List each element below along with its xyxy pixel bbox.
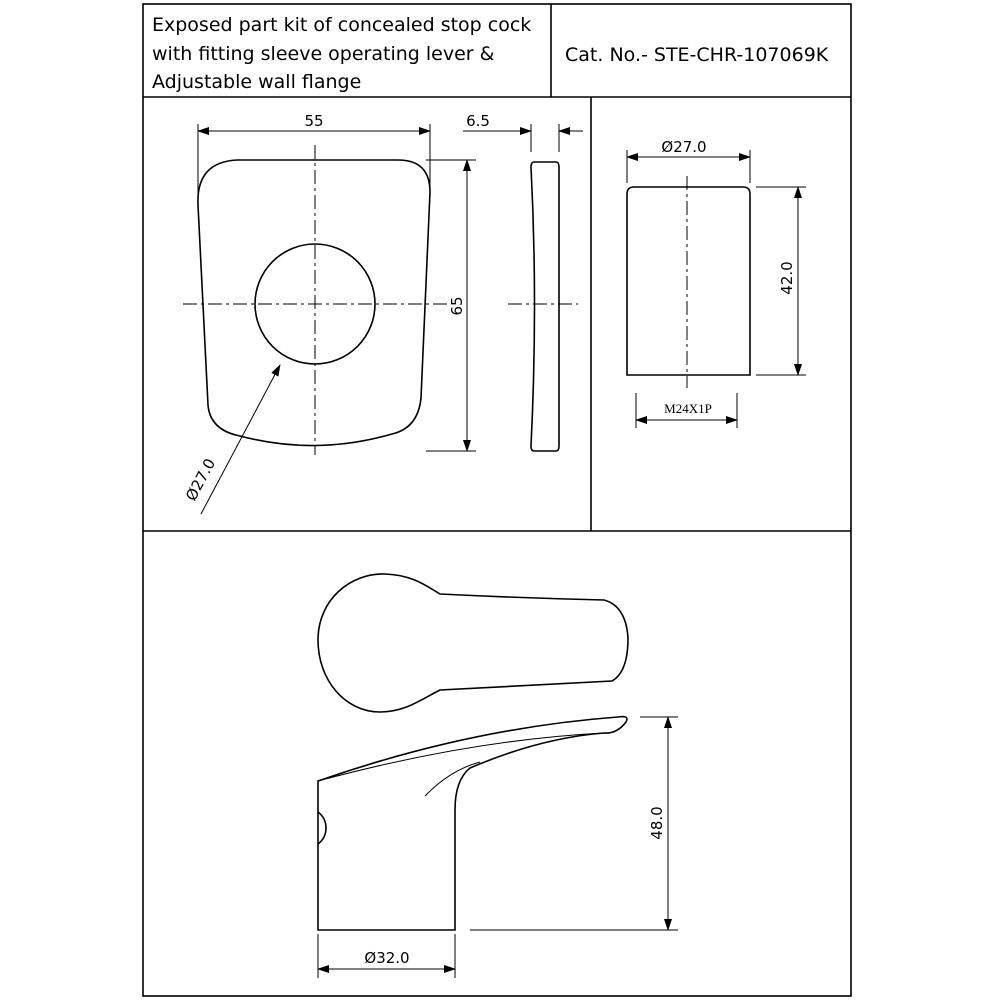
wall-flange-front-view <box>182 112 476 514</box>
lever-side-view <box>318 717 678 978</box>
flange-hole-diameter-label: Ø27.0 <box>182 455 220 504</box>
drawing-frame <box>143 4 851 996</box>
title-description <box>152 14 531 93</box>
wall-flange-side-view <box>463 112 583 451</box>
lever-top-view <box>318 574 628 712</box>
sleeve-diameter-label: Ø27.0 <box>661 138 707 156</box>
sleeve-height-label: 42.0 <box>778 261 796 295</box>
flange-height-label: 65 <box>448 296 466 316</box>
catalog-number: Cat. No.- STE-CHR-107069K <box>565 44 829 66</box>
sleeve-thread-label: M24X1P <box>664 401 712 416</box>
lever-height-label: 48.0 <box>648 806 666 840</box>
title-line-2: with fitting sleeve operating lever & <box>152 43 495 65</box>
flange-thickness-label: 6.5 <box>466 112 490 130</box>
flange-width-label: 55 <box>304 112 324 130</box>
fitting-sleeve-view <box>627 138 806 428</box>
lever-base-diameter-label: Ø32.0 <box>364 949 410 967</box>
title-line-1: Exposed part kit of concealed stop cock <box>152 14 532 36</box>
title-line-3: Adjustable wall flange <box>152 71 362 93</box>
